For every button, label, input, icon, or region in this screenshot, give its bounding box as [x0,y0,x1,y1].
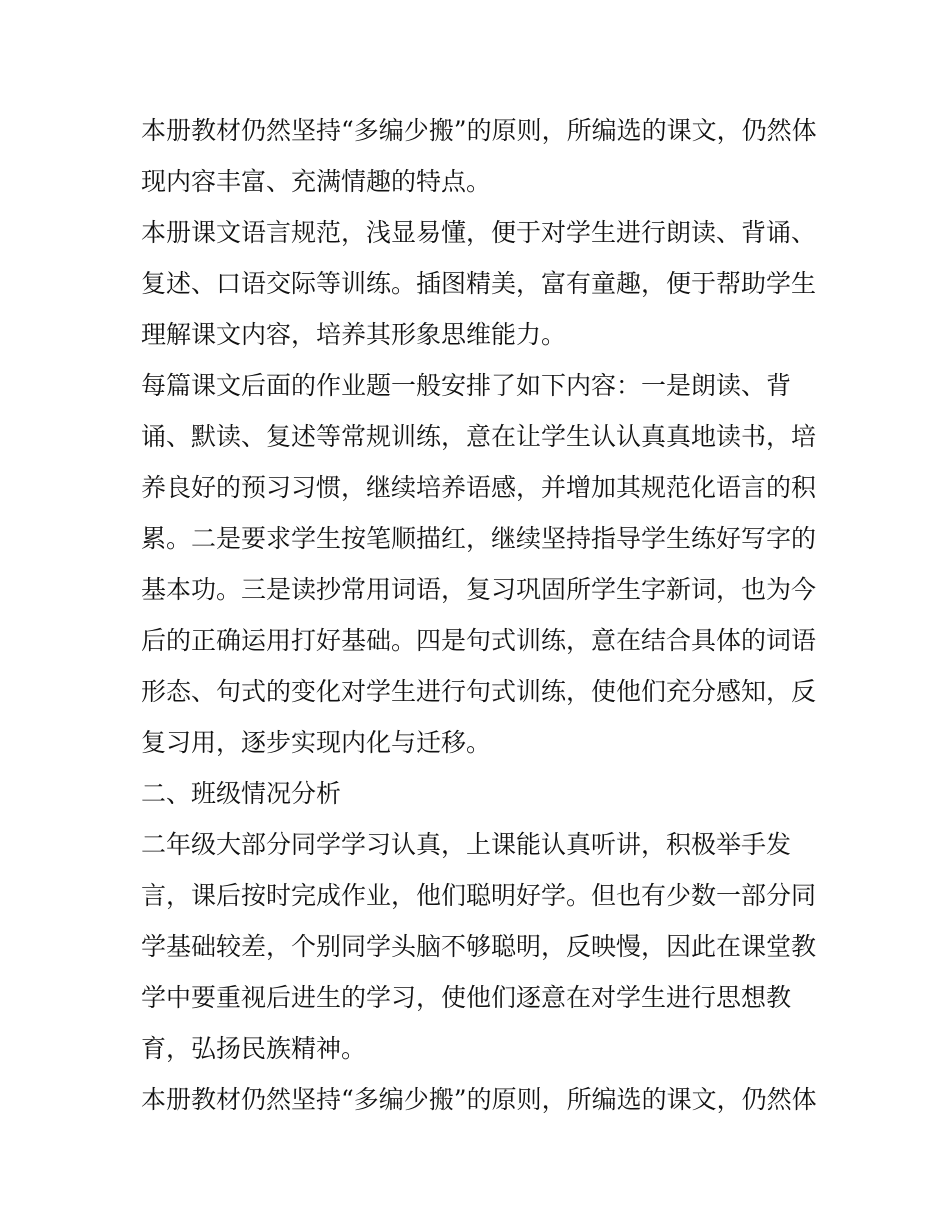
text-line: 本册课文语言规范，浅显易懂，便于对学生进行朗读、背诵、 [141,218,817,247]
text-line: 形态、句式的变化对学生进行句式训练，使他们充分感知，反 [141,677,817,706]
text-line: 累。二是要求学生按笔顺描红，继续坚持指导学生练好写字的 [141,524,817,553]
text-line: 基本功。三是读抄常用词语，复习巩固所学生字新词，也为今 [141,575,817,604]
text-line: 后的正确运用打好基础。四是句式训练，意在结合具体的词语 [141,626,817,655]
document-body [141,105,821,1125]
text-line: 学基础较差，个别同学头脑不够聪明，反映慢，因此在课堂教 [141,932,817,961]
text-line: 诵、默读、复述等常规训练，意在让学生认认真真地读书，培 [141,422,817,451]
text-line: 本册教材仍然坚持“多编少搬”的原则，所编选的课文，仍然体 [141,1085,817,1114]
text-line: 本册教材仍然坚持“多编少搬”的原则，所编选的课文，仍然体 [141,116,817,145]
text-line: 言，课后按时完成作业，他们聪明好学。但也有少数一部分同 [141,881,817,910]
text-line: 复习用，逐步实现内化与迁移。 [141,728,492,757]
text-line: 育，弘扬民族精神。 [141,1034,367,1063]
text-line: 现内容丰富、充满情趣的特点。 [141,167,492,196]
text-line: 二年级大部分同学学习认真，上课能认真听讲，积极举手发 [141,830,792,859]
section-heading: 二、班级情况分析 [141,779,342,808]
text-line: 理解课文内容，培养其形象思维能力。 [141,320,567,349]
text-line: 养良好的预习习惯，继续培养语感，并增加其规范化语言的积 [141,473,817,502]
text-line: 学中要重视后进生的学习，使他们逐意在对学生进行思想教 [141,983,792,1012]
text-line: 复述、口语交际等训练。插图精美，富有童趣，便于帮助学生 [141,269,817,298]
text-line: 每篇课文后面的作业题一般安排了如下内容：一是朗读、背 [141,371,792,400]
